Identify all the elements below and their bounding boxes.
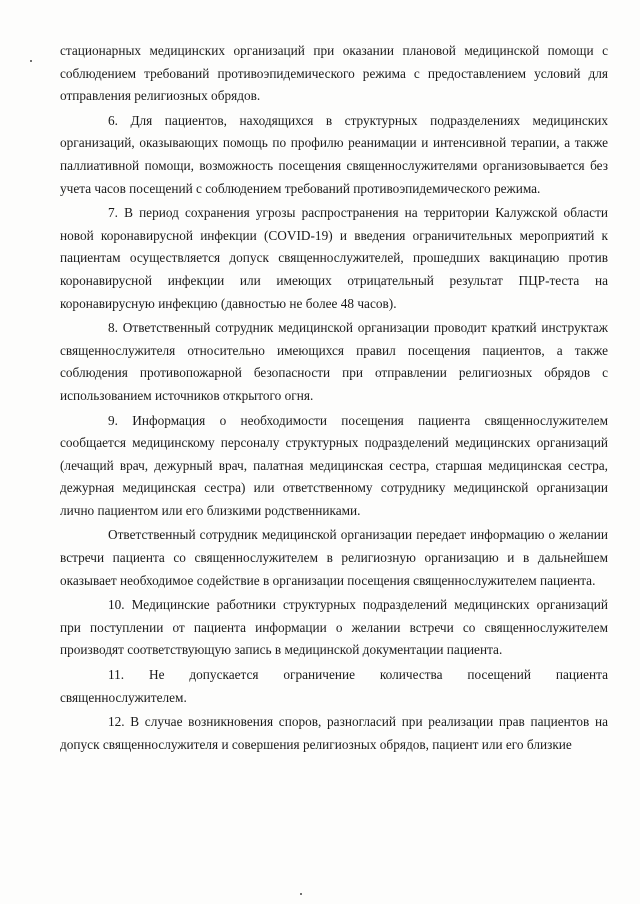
paragraph-item-10: 10. Медицинские работники структурных подразделений медицинских организаций при поступлении от пациента информации о желании встречи со священнослужителем производят соответствующую запись в медицинской документации пациента. xyxy=(60,597,608,658)
paragraph-item-12: 12. В случае возникновения споров, разногласий при реализации прав пациентов на допуск священнослужителя и совершения религиозных обрядов, пациент или его близкие xyxy=(60,714,608,752)
scan-speck xyxy=(30,60,32,62)
paragraph-item-7: 7. В период сохранения угрозы распространения на территории Калужской области новой коронавирусной инфекции (COVID-19) и введения ограничительных мероприятий к пациентам осуществляется допуск священнослужителей, прошедших вакцинацию против коронавирусной инфекции или имеющих отрицательный результат ПЦР-теста на коронавирусную инфекцию (давностью не более 48 часов). xyxy=(60,205,608,311)
document-page xyxy=(60,40,608,758)
paragraph-item-9: 9. Информация о необходимости посещения пациента священнослужителем сообщается медицинскому персоналу структурных подразделений медицинских организаций (лечащий врач, дежурный врач, палатная медицинская сестра, старшая медицинская сестра, дежурная медицинская сестра) или ответственному сотруднику медицинской организации лично пациентом или его близкими родственниками. xyxy=(60,412,608,518)
paragraph-responsible-employee: Ответственный сотрудник медицинской организации передает информацию о желании встречи пациента со священнослужителем в религиозную организацию и в дальнейшем оказывает необходимое содействие в организации посещения священнослужителем пациента. xyxy=(60,527,608,588)
scan-speck xyxy=(300,893,302,895)
paragraph-item-8: 8. Ответственный сотрудник медицинской организации проводит краткий инструктаж священнослужителя относительно имеющихся правил посещения пациентов, а также соблюдения противопожарной безопасности при отправлении религиозных обрядов с использованием источников открытого огня. xyxy=(60,320,608,403)
paragraph-item-11: 11. Не допускается ограничение количества посещений пациента священнослужителем. xyxy=(60,667,608,705)
paragraph-continuation: стационарных медицинских организаций при оказании плановой медицинской помощи с соблюдением требований противоэпидемического режима с предоставлением условий для отправления религиозных обрядов. xyxy=(60,43,608,104)
paragraph-item-6: 6. Для пациентов, находящихся в структурных подразделениях медицинских организаций, оказывающих помощь по профилю реанимации и интенсивной терапии, а также паллиативной помощи, возможность посещения священнослужителями организовывается без учета часов посещений с соблюдением требований противоэпидемического режима. xyxy=(60,112,608,196)
